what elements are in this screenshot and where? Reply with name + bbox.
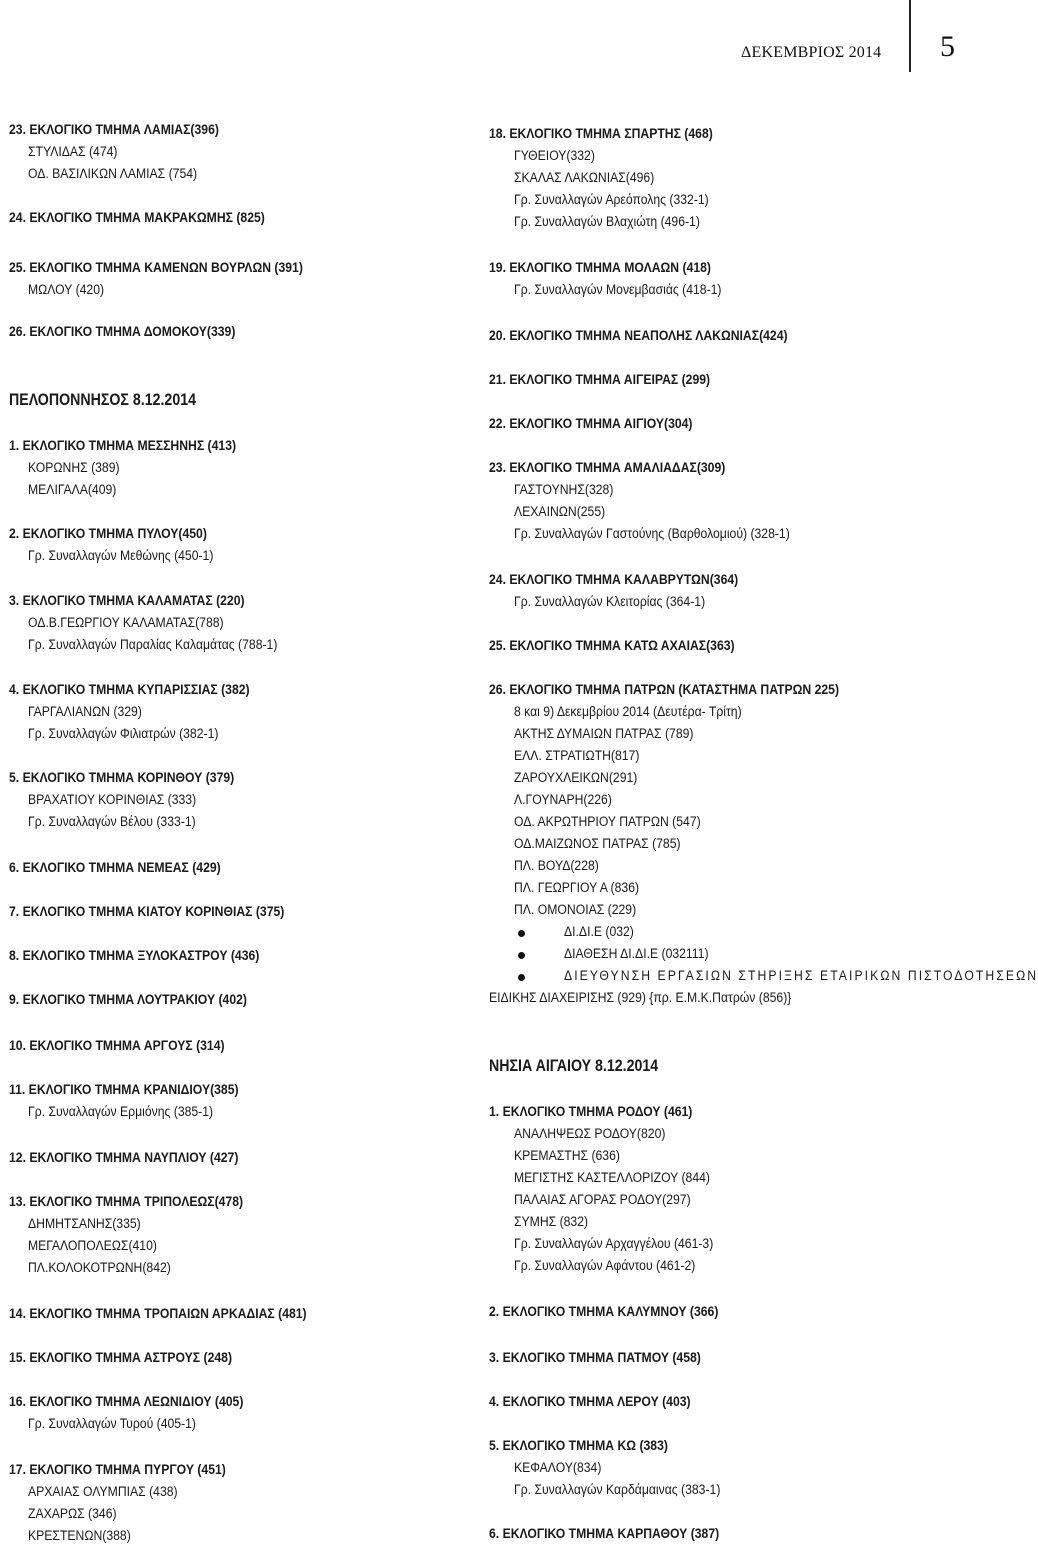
district-heading: 1. ΕΚΛΟΓΙΚΟ ΤΜΗΜΑ ΜΕΣΣΗΝΗΣ (413) xyxy=(9,438,237,454)
sub-entry: Γρ. Συναλλαγών Τυρού (405-1) xyxy=(28,1416,196,1432)
sub-entry: ΓΑΡΓΑΛΙΑΝΩΝ (329) xyxy=(28,704,142,720)
sub-entry: ΜΕΛΙΓΑΛΑ(409) xyxy=(28,482,117,498)
district-heading: 13. ΕΚΛΟΓΙΚΟ ΤΜΗΜΑ ΤΡΙΠΟΛΕΩΣ(478) xyxy=(9,1194,244,1210)
sub-entry: ΒΡΑΧΑΤΙΟΥ ΚΟΡΙΝΘΙΑΣ (333) xyxy=(28,792,197,808)
sub-entry: ΠΛ. ΟΜΟΝΟΙΑΣ (229) xyxy=(514,902,637,918)
sub-entry: Γρ. Συναλλαγών Παραλίας Καλαμάτας (788-1) xyxy=(28,637,278,653)
district-heading: 19. ΕΚΛΟΓΙΚΟ ΤΜΗΜΑ ΜΟΛΑΩΝ (418) xyxy=(489,260,712,276)
sub-entry: ΑΝΑΛΗΨΕΩΣ ΡΟΔΟΥ(820) xyxy=(514,1126,666,1142)
sub-entry: Γρ. Συναλλαγών Κλειτορίας (364-1) xyxy=(514,594,706,610)
district-heading: 14. ΕΚΛΟΓΙΚΟ ΤΜΗΜΑ ΤΡΟΠΑΙΩΝ ΑΡΚΑΔΙΑΣ (481) xyxy=(9,1306,307,1322)
bullet-icon xyxy=(518,930,525,937)
sub-entry: ΕΛΛ. ΣΤΡΑΤΙΩΤΗ(817) xyxy=(514,748,640,764)
district-heading: 23. ΕΚΛΟΓΙΚΟ ΤΜΗΜΑ ΑΜΑΛΙΑΔΑΣ(309) xyxy=(489,460,726,476)
district-heading: 7. ΕΚΛΟΓΙΚΟ ΤΜΗΜΑ ΚΙΑΤΟΥ ΚΟΡΙΝΘΙΑΣ (375) xyxy=(9,904,285,920)
sub-entry: Γρ. Συναλλαγών Φιλιατρών (382-1) xyxy=(28,726,219,742)
district-heading: 2. ΕΚΛΟΓΙΚΟ ΤΜΗΜΑ ΠΥΛΟΥ(450) xyxy=(9,526,207,542)
district-heading: 5. ΕΚΛΟΓΙΚΟ ΤΜΗΜΑ ΚΟΡΙΝΘΟΥ (379) xyxy=(9,770,235,786)
bullet-entry: ΔΙΕΥΘΥΝΣΗ ΕΡΓΑΣΙΩΝ ΣΤΗΡΙΞΗΣ ΕΤΑΙΡΙΚΩΝ ΠΙΣΤΟΔΟΤΗΣΕΩΝ xyxy=(564,968,1038,984)
sub-entry: Γρ. Συναλλαγών Αρχαγγέλου (461-3) xyxy=(514,1236,714,1252)
sub-entry: ΟΔ. ΑΚΡΩΤΗΡΙΟΥ ΠΑΤΡΩΝ (547) xyxy=(514,814,701,830)
region-heading: ΠΕΛΟΠΟΝΝΗΣΟΣ 8.12.2014 xyxy=(9,391,197,409)
sub-entry: ΓΑΣΤΟΥΝΗΣ(328) xyxy=(514,482,614,498)
sub-entry: ΚΡΕΜΑΣΤΗΣ (636) xyxy=(514,1148,620,1164)
sub-entry: ΛΕΧΑΙΝΩΝ(255) xyxy=(514,504,606,520)
district-heading: 26. ΕΚΛΟΓΙΚΟ ΤΜΗΜΑ ΠΑΤΡΩΝ (ΚΑΤΑΣΤΗΜΑ ΠΑΤΡΩΝ 225) xyxy=(489,682,840,698)
district-heading: 5. ΕΚΛΟΓΙΚΟ ΤΜΗΜΑ ΚΩ (383) xyxy=(489,1438,668,1454)
sub-entry: ΟΔ.Β.ΓΕΩΡΓΙΟΥ ΚΑΛΑΜΑΤΑΣ(788) xyxy=(28,615,224,631)
district-heading: 16. ΕΚΛΟΓΙΚΟ ΤΜΗΜΑ ΛΕΩΝΙΔΙΟΥ (405) xyxy=(9,1394,244,1410)
sub-entry: ΜΩΛΟΥ (420) xyxy=(28,282,105,298)
sub-entry: Γρ. Συναλλαγών Γαστούνης (Βαρθολομιού) (328-1) xyxy=(514,526,790,542)
sub-entry: Γρ. Συναλλαγών Μονεμβασιάς (418-1) xyxy=(514,282,722,298)
sub-entry: ΜΕΓΙΣΤΗΣ ΚΑΣΤΕΛΛΟΡΙΖΟΥ (844) xyxy=(514,1170,710,1186)
district-heading: 11. ΕΚΛΟΓΙΚΟ ΤΜΗΜΑ ΚΡΑΝΙΔΙΟΥ(385) xyxy=(9,1082,239,1098)
district-heading: 2. ΕΚΛΟΓΙΚΟ ΤΜΗΜΑ ΚΑΛΥΜΝΟΥ (366) xyxy=(489,1304,719,1320)
sub-entry: ΠΛ. ΓΕΩΡΓΙΟΥ Α (836) xyxy=(514,880,640,896)
district-heading: 17. ΕΚΛΟΓΙΚΟ ΤΜΗΜΑ ΠΥΡΓΟΥ (451) xyxy=(9,1462,226,1478)
sub-entry: Γρ. Συναλλαγών Μεθώνης (450-1) xyxy=(28,548,214,564)
sub-entry: ΣΥΜΗΣ (832) xyxy=(514,1214,589,1230)
sub-entry: 8 και 9) Δεκεμβρίου 2014 (Δευτέρα- Τρίτη) xyxy=(514,704,742,720)
sub-entry: ΜΕΓΑΛΟΠΟΛΕΩΣ(410) xyxy=(28,1238,157,1254)
district-heading: 3. ΕΚΛΟΓΙΚΟ ΤΜΗΜΑ ΚΑΛΑΜΑΤΑΣ (220) xyxy=(9,593,245,609)
district-heading: 25. ΕΚΛΟΓΙΚΟ ΤΜΗΜΑ ΚΑΜΕΝΩΝ ΒΟΥΡΛΩΝ (391) xyxy=(9,260,303,276)
sub-entry: ΔΗΜΗΤΣΑΝΗΣ(335) xyxy=(28,1216,141,1232)
district-heading: 26. ΕΚΛΟΓΙΚΟ ΤΜΗΜΑ ΔΟΜΟΚΟΥ(339) xyxy=(9,324,236,340)
sub-entry: ΣΤΥΛΙΔΑΣ (474) xyxy=(28,144,118,160)
sub-entry: ΖΑΧΑΡΩΣ (346) xyxy=(28,1506,117,1522)
sub-entry: Γρ. Συναλλαγών Αρεόπολης (332-1) xyxy=(514,192,709,208)
left-column xyxy=(0,0,470,1548)
sub-entry: ΠΛ.ΚΟΛΟΚΟΤΡΩΝΗ(842) xyxy=(28,1260,171,1276)
district-heading: 1. ΕΚΛΟΓΙΚΟ ΤΜΗΜΑ ΡΟΔΟΥ (461) xyxy=(489,1104,693,1120)
sub-entry: ΑΚΤΗΣ ΔΥΜΑΙΩΝ ΠΑΤΡΑΣ (789) xyxy=(514,726,694,742)
issue-date: ΔΕΚΕΜΒΡΙΟΣ 2014 xyxy=(741,44,882,61)
sub-entry: ΟΔ. ΒΑΣΙΛΙΚΩΝ ΛΑΜΙΑΣ (754) xyxy=(28,166,198,182)
district-heading: 4. ΕΚΛΟΓΙΚΟ ΤΜΗΜΑ ΛΕΡΟΥ (403) xyxy=(489,1394,691,1410)
region-heading: ΝΗΣΙΑ ΑΙΓΑΙΟΥ 8.12.2014 xyxy=(489,1057,659,1075)
district-heading: 20. ΕΚΛΟΓΙΚΟ ΤΜΗΜΑ ΝΕΑΠΟΛΗΣ ΛΑΚΩΝΙΑΣ(424) xyxy=(489,328,788,344)
district-heading: 15. ΕΚΛΟΓΙΚΟ ΤΜΗΜΑ ΑΣΤΡΟΥΣ (248) xyxy=(9,1350,233,1366)
bullet-entry: ΔΙ.ΔΙ.Ε (032) xyxy=(564,924,634,940)
district-heading: 9. ΕΚΛΟΓΙΚΟ ΤΜΗΜΑ ΛΟΥΤΡΑΚΙΟΥ (402) xyxy=(9,992,247,1008)
district-heading: 8. ΕΚΛΟΓΙΚΟ ΤΜΗΜΑ ΞΥΛΟΚΑΣΤΡΟΥ (436) xyxy=(9,948,260,964)
district-heading: 24. ΕΚΛΟΓΙΚΟ ΤΜΗΜΑ ΜΑΚΡΑΚΩΜΗΣ (825) xyxy=(9,210,265,226)
sub-entry: ΣΚΑΛΑΣ ΛΑΚΩΝΙΑΣ(496) xyxy=(514,170,655,186)
sub-entry: Λ.ΓΟΥΝΑΡΗ(226) xyxy=(514,792,612,808)
bullet-icon xyxy=(518,952,525,959)
district-heading: 4. ΕΚΛΟΓΙΚΟ ΤΜΗΜΑ ΚΥΠΑΡΙΣΣΙΑΣ (382) xyxy=(9,682,250,698)
sub-entry: Γρ. Συναλλαγών Αφάντου (461-2) xyxy=(514,1258,696,1274)
district-heading: 23. ΕΚΛΟΓΙΚΟ ΤΜΗΜΑ ΛΑΜΙΑΣ(396) xyxy=(9,122,219,138)
sub-entry: ΟΔ.ΜΑΙΖΩΝΟΣ ΠΑΤΡΑΣ (785) xyxy=(514,836,681,852)
page-number: 5 xyxy=(940,30,955,63)
district-heading: 6. ΕΚΛΟΓΙΚΟ ΤΜΗΜΑ ΚΑΡΠΑΘΟΥ (387) xyxy=(489,1526,720,1542)
sub-entry: Γρ. Συναλλαγών Καρδάμαινας (383-1) xyxy=(514,1482,721,1498)
sub-entry: Γρ. Συναλλαγών Βέλου (333-1) xyxy=(28,814,196,830)
sub-entry: ΖΑΡΟΥΧΛΕΙΚΩΝ(291) xyxy=(514,770,638,786)
district-heading: 25. ΕΚΛΟΓΙΚΟ ΤΜΗΜΑ ΚΑΤΩ ΑΧΑΙΑΣ(363) xyxy=(489,638,735,654)
district-heading: 3. ΕΚΛΟΓΙΚΟ ΤΜΗΜΑ ΠΑΤΜΟΥ (458) xyxy=(489,1350,701,1366)
sub-entry: ΠΑΛΑΙΑΣ ΑΓΟΡΑΣ ΡΟΔΟΥ(297) xyxy=(514,1192,691,1208)
sub-entry: ΑΡΧΑΙΑΣ ΟΛΥΜΠΙΑΣ (438) xyxy=(28,1484,178,1500)
sub-entry: ΚΕΦΑΛΟΥ(834) xyxy=(514,1460,602,1476)
district-heading: 21. ΕΚΛΟΓΙΚΟ ΤΜΗΜΑ ΑΙΓΕΙΡΑΣ (299) xyxy=(489,372,711,388)
district-heading: 24. ΕΚΛΟΓΙΚΟ ΤΜΗΜΑ ΚΑΛΑΒΡΥΤΩΝ(364) xyxy=(489,572,739,588)
sub-entry: ΚΟΡΩΝΗΣ (389) xyxy=(28,460,120,476)
sub-entry: ΓΥΘΕΙΟΥ(332) xyxy=(514,148,595,164)
sub-entry: Γρ. Συναλλαγών Βλαχιώτη (496-1) xyxy=(514,214,700,230)
district-heading: 6. ΕΚΛΟΓΙΚΟ ΤΜΗΜΑ ΝΕΜΕΑΣ (429) xyxy=(9,860,221,876)
right-column xyxy=(480,0,1038,1548)
sub-entry: Γρ. Συναλλαγών Ερμιόνης (385-1) xyxy=(28,1104,214,1120)
district-heading: 22. ΕΚΛΟΓΙΚΟ ΤΜΗΜΑ ΑΙΓΙΟΥ(304) xyxy=(489,416,693,432)
sub-entry: ΠΛ. ΒΟΥΔ(228) xyxy=(514,858,599,874)
district-heading: 10. ΕΚΛΟΓΙΚΟ ΤΜΗΜΑ ΑΡΓΟΥΣ (314) xyxy=(9,1038,225,1054)
bullet-icon xyxy=(518,974,525,981)
bullet-entry: ΔΙΑΘΕΣΗ ΔΙ.ΔΙ.Ε (032111) xyxy=(564,946,709,962)
district-heading: 12. ΕΚΛΟΓΙΚΟ ΤΜΗΜΑ ΝΑΥΠΛΙΟΥ (427) xyxy=(9,1150,239,1166)
bullet-entry-continued: ΕΙΔΙΚΗΣ ΔΙΑΧΕΙΡΙΣΗΣ (929) {πρ. Ε.Μ.Κ.Πατρών (856)} xyxy=(489,990,792,1006)
sub-entry: ΚΡΕΣΤΕΝΩΝ(388) xyxy=(28,1528,131,1544)
district-heading: 18. ΕΚΛΟΓΙΚΟ ΤΜΗΜΑ ΣΠΑΡΤΗΣ (468) xyxy=(489,126,713,142)
